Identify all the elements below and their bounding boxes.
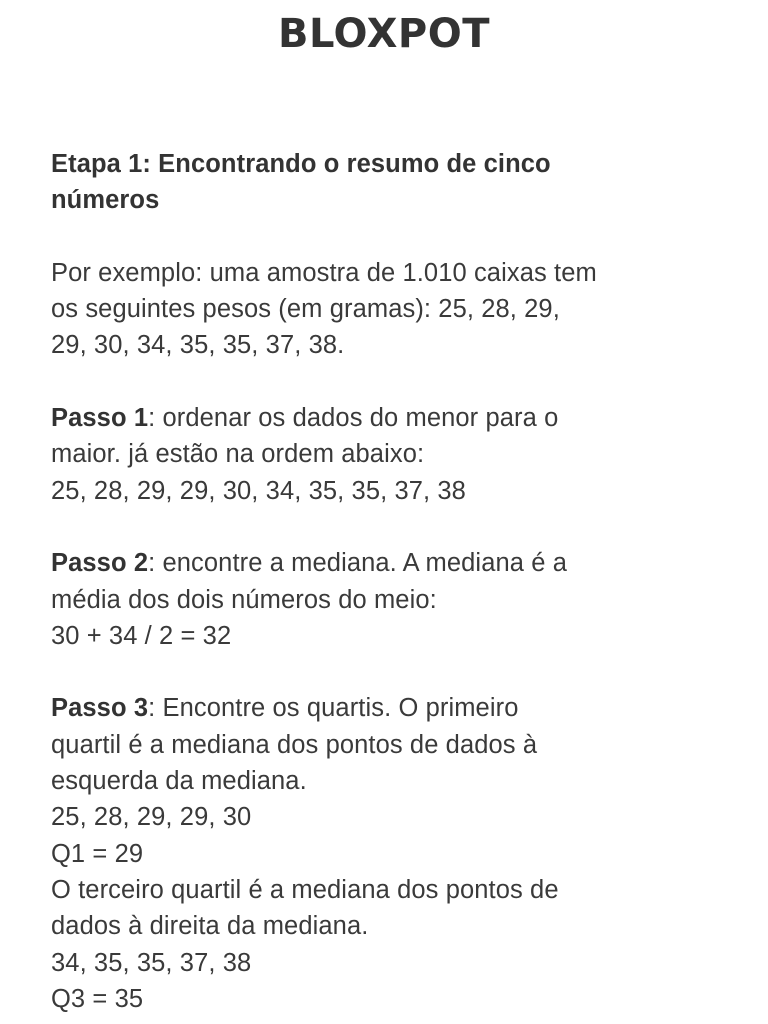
etapa-1-heading-line-2: números [51, 186, 160, 215]
example-line-1: Por exemplo: uma amostra de 1.010 caixas tem [51, 258, 597, 287]
passo-3-lower-half-data: 25, 28, 29, 29, 30 [51, 803, 252, 832]
passo-2-line-1 [51, 545, 731, 581]
passo-3-label: Passo 3 [51, 694, 149, 723]
page-title: BLOXPOT [277, 11, 491, 57]
passo-3-upper-half-data: 34, 35, 35, 37, 38 [51, 948, 252, 977]
passo-2-paragraph [51, 545, 731, 654]
passo-3-line-6: O terceiro quartil é a mediana dos pontos de [51, 875, 559, 904]
passo-2-median-formula: 30 + 34 / 2 = 32 [51, 621, 232, 650]
passo-3-line-7: dados à direita da mediana. [51, 912, 369, 941]
example-paragraph [51, 255, 731, 364]
passo-1-line-1 [51, 400, 731, 436]
passo-1-line-2: maior. já estão na ordem abaixo: [51, 440, 425, 469]
passo-2-label: Passo 2 [51, 549, 149, 578]
example-line-3: 29, 30, 34, 35, 35, 37, 38. [51, 331, 345, 360]
etapa-1-heading-line-1: Etapa 1: Encontrando o resumo de cinco [51, 150, 551, 178]
passo-2-line-1-text: : encontre a mediana. A mediana é a [148, 549, 567, 578]
example-line-2: os seguintes pesos (em gramas): 25, 28, 29, [51, 295, 560, 324]
passo-1-label: Passo 1 [51, 404, 149, 433]
passo-2-line-2: média dos dois números do meio: [51, 585, 437, 614]
passo-3-q1-value: Q1 = 29 [51, 839, 144, 868]
document-body [51, 146, 731, 1017]
passo-1-line-1-text: : ordenar os dados do menor para o [148, 404, 559, 433]
passo-3-paragraph [51, 690, 731, 1017]
passo-1-sorted-data: 25, 28, 29, 29, 30, 34, 35, 35, 37, 38 [51, 476, 466, 505]
passo-1-paragraph [51, 400, 731, 509]
passo-3-q3-value: Q3 = 35 [51, 984, 144, 1013]
passo-3-line-1 [51, 690, 731, 726]
passo-3-line-1-text: : Encontre os quartis. O primeiro [148, 694, 519, 723]
passo-3-line-2: quartil é a mediana dos pontos de dados à [51, 730, 538, 759]
etapa-1-heading [51, 146, 731, 219]
passo-3-line-3: esquerda da mediana. [51, 767, 307, 796]
